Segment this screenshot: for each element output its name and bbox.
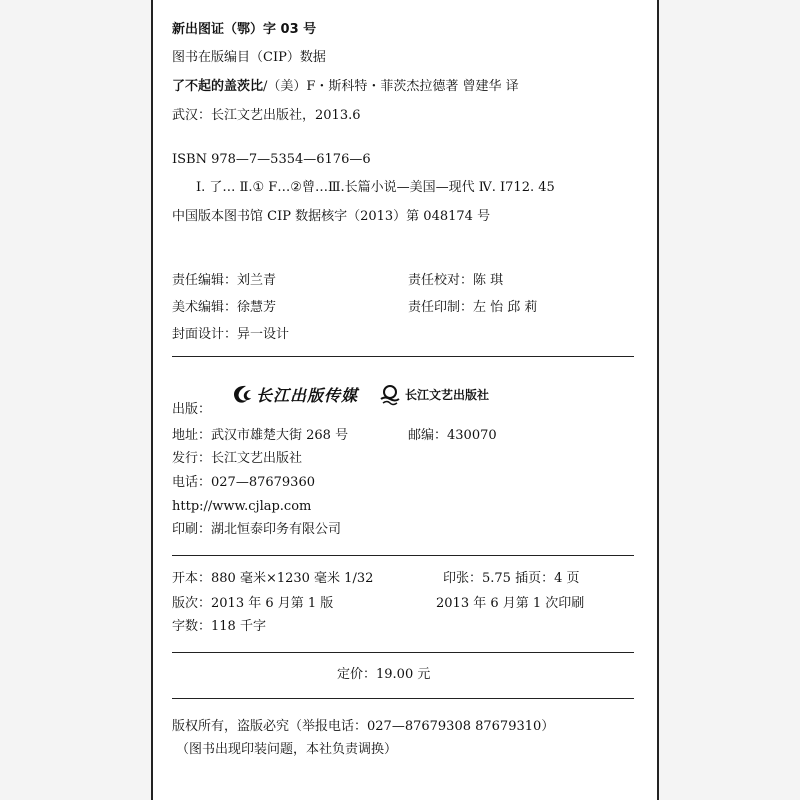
printing-run: 2013 年 6 月第 1 次印刷 [436,596,585,611]
printing-defect-notice: （图书出现印装问题，本社负责调换） [176,742,398,757]
divider [172,652,634,653]
divider [172,698,634,699]
printer: 印刷：湖北恒泰印务有限公司 [172,522,342,537]
publisher-address: 地址：武汉市雄楚大街 268 号 [172,428,349,443]
responsible-editor: 责任编辑：刘兰青 [172,273,277,288]
changjiang-literature-logo [378,380,489,408]
publisher-date-line: 武汉：长江文艺出版社，2013.6 [172,108,361,123]
cip-record-number: 中国版本图书馆 CIP 数据核字（2013）第 048174 号 [172,209,491,224]
cip-heading: 图书在版编目（CIP）数据 [172,50,326,65]
art-editor: 美术编辑：徐慧芳 [172,300,277,315]
logo2-text: 长江文艺出版社 [405,387,490,402]
publication-permit: 新出图证（鄂）字 03 号 [172,22,317,37]
wave-logo-icon [228,381,254,407]
phone: 电话：027—87679360 [172,475,315,490]
printed-sheets: 印张：5.75 插页：4 页 [443,571,580,586]
author-translator: /（美）F・斯科特・菲茨杰拉德著 曾建华 译 [263,79,519,94]
printing-supervisor: 责任印制：左 怡 邱 莉 [408,300,538,315]
edition: 版次：2013 年 6 月第 1 版 [172,596,334,611]
cover-design: 封面设计：异一设计 [172,327,290,342]
word-count: 字数：118 千字 [172,619,266,634]
changjiang-media-logo [228,380,358,408]
website: http://www.cjlap.com [172,499,312,514]
price: 定价：19.00 元 [337,667,431,682]
classification: Ⅰ. 了… Ⅱ.① F…②曾…Ⅲ.长篇小说—美国—现代 Ⅳ. I712. 45 [196,180,555,195]
postcode: 邮编：430070 [408,428,497,443]
cip-title-line [172,79,519,95]
book-title: 了不起的盖茨比 [172,79,264,94]
logo1-text: 长江出版传媒 [256,385,359,405]
divider [172,356,634,357]
distribution: 发行：长江文艺出版社 [172,451,303,466]
publisher-label: 出版： [172,402,212,417]
divider [172,555,634,556]
book-format: 开本：880 毫米×1230 毫米 1/32 [172,571,374,586]
responsible-proofreader: 责任校对：陈 琪 [408,273,504,288]
isbn: ISBN 978—7—5354—6176—6 [172,152,371,167]
copyright-notice: 版权所有，盗版必究（举报电话：027—87679308 87679310） [172,719,555,734]
sun-wave-logo-icon [378,382,402,406]
